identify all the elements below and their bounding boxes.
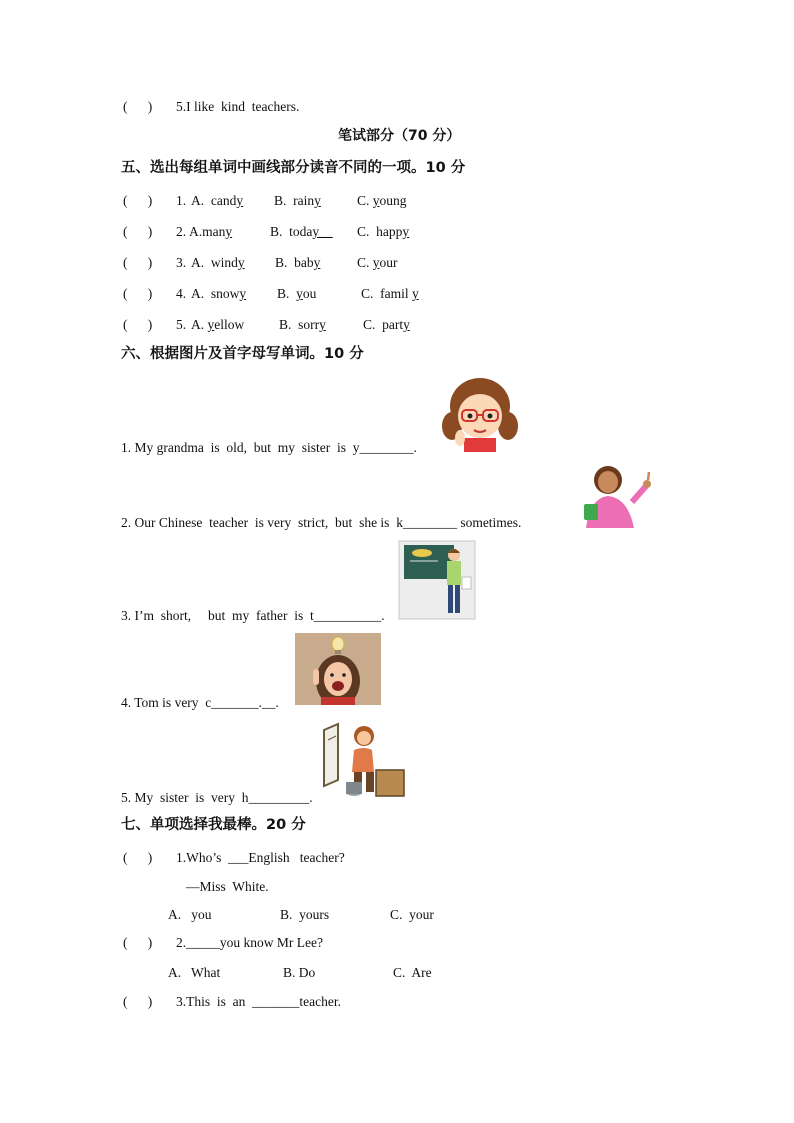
answer-paren: ( ) <box>123 224 153 239</box>
answer-paren: ( ) <box>123 994 153 1009</box>
fill-in-item-5: 5. My sister is very h_________. <box>121 790 313 805</box>
question-text: 5.I like kind teachers. <box>176 99 300 114</box>
option-a: A. What <box>168 965 221 980</box>
option-b: B. rainy <box>274 193 321 208</box>
page-title: 笔试部分（70 分） <box>338 128 461 144</box>
tall-man-picture <box>398 539 476 621</box>
option-b: B. you <box>277 286 317 301</box>
question-number: 2. <box>176 224 187 239</box>
option-b: B. baby <box>275 255 321 270</box>
answer-paren: ( ) <box>123 99 153 114</box>
option-b: B. Do <box>283 965 316 980</box>
section-heading-7: 七、单项选择我最棒。20 分 <box>121 817 306 833</box>
cleaning-girl-picture <box>320 720 408 802</box>
question-text: 3.This is an _______teacher. <box>176 994 341 1009</box>
option-c: C. your <box>357 255 398 270</box>
option-b: B. sorry <box>279 317 326 332</box>
option-b: B. yours <box>280 907 330 922</box>
answer-paren: ( ) <box>123 193 153 208</box>
option-a: A. candy <box>191 193 244 208</box>
girl-picture <box>434 376 526 452</box>
option-b: B. today__ <box>270 224 333 239</box>
question-number: 5. <box>176 317 187 332</box>
answer-paren: ( ) <box>123 286 153 301</box>
question-number: 3. <box>176 255 187 270</box>
option-a: A. windy <box>191 255 245 270</box>
option-c: C. famil y <box>361 286 419 301</box>
option-c: C. your <box>390 907 434 922</box>
question-number: 4. <box>176 286 187 301</box>
option-c: C. young <box>357 193 407 208</box>
answer-paren: ( ) <box>123 317 153 332</box>
option-c: C. party <box>363 317 410 332</box>
question-number: 1. <box>176 193 187 208</box>
answer-paren: ( ) <box>123 935 153 950</box>
answer-paren: ( ) <box>123 255 153 270</box>
option-c: C. happy <box>357 224 410 239</box>
question-text: 1.Who’s ___English teacher? <box>176 850 345 865</box>
fill-in-item-2: 2. Our Chinese teacher is very strict, but she is k________ sometimes. <box>121 515 522 530</box>
option-c: C. Are <box>393 965 432 980</box>
teacher-picture <box>572 462 656 528</box>
question-text: 2._____you know Mr Lee? <box>176 935 323 950</box>
fill-in-item-4: 4. Tom is very c_______.__. <box>121 695 279 710</box>
section-heading-6: 六、根据图片及首字母写单词。10 分 <box>121 346 364 362</box>
option-a: A. snowy <box>191 286 247 301</box>
fill-in-item-3: 3. I’m short, but my father is t__________. <box>121 608 385 623</box>
fill-in-item-1: 1. My grandma is old, but my sister is y________. <box>121 440 417 455</box>
option-a: A.many <box>189 224 233 239</box>
option-a: A. you <box>168 907 212 922</box>
section-heading-5: 五、选出每组单词中画线部分读音不同的一项。10 分 <box>121 160 466 176</box>
clever-girl-picture <box>295 633 381 705</box>
dialog-answer: —Miss White. <box>186 879 269 894</box>
answer-paren: ( ) <box>123 850 153 865</box>
option-a: A. yellow <box>191 317 245 332</box>
